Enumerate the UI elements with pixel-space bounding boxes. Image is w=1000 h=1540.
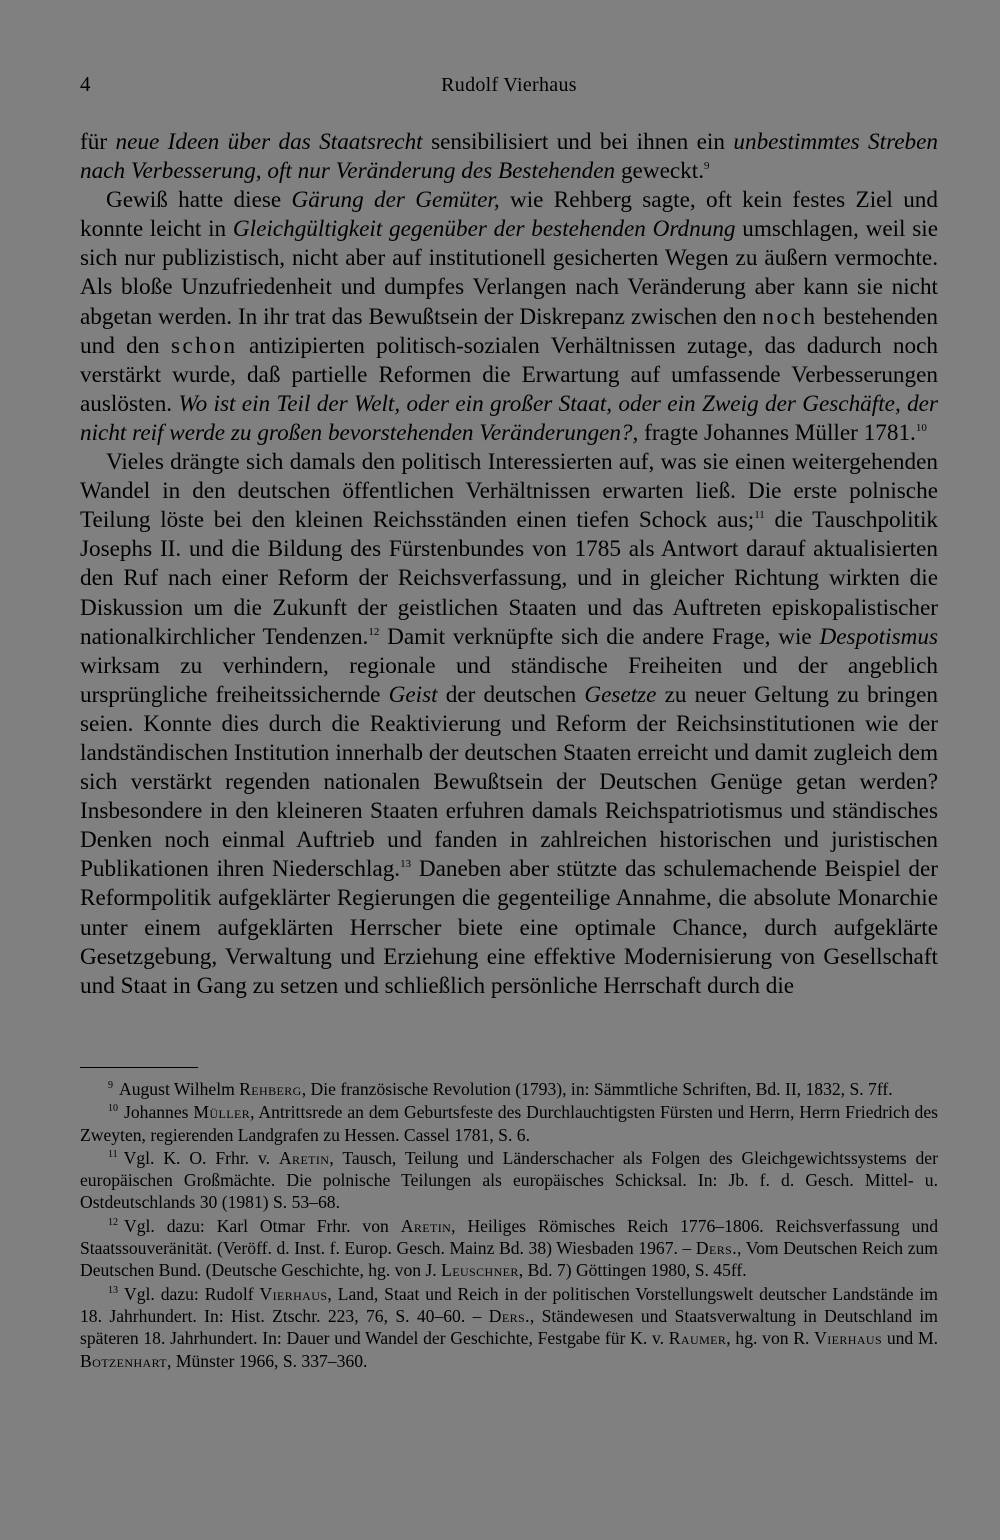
text-run: Johannes (124, 1102, 194, 1123)
author-name: Müller (193, 1102, 251, 1123)
text-run: wie Rehberg sagte, oft kein festes Ziel und konnte leicht in (80, 187, 938, 243)
footnote (80, 1078, 938, 1100)
text-run: Damit verknüpfte sich die andere Frage, wie (379, 623, 820, 650)
text-run: , Antrittsrede an dem Geburtsfeste des Durchlauchtigsten Fürsten und Herrn, Herrn Friedrich des Zweyten, regierenden Landgrafen zu Hessen. Cassel 1781, S. 6. (80, 1102, 938, 1145)
text-run: , Tausch, Teilung und Länderschacher als Folgen des Gleichgewichtssystems der europäischen Großmächte. Die polnische Teilungen als europäisches Schicksal. In: Jb. f. d. Gesch. Mittel- u. Ostdeutschlands 30 (1981) S. 53–68. (80, 1147, 938, 1213)
author-name: Ders. (695, 1238, 738, 1259)
text-run: , Münster 1966, S. 337–360. (167, 1350, 368, 1371)
text-run: der deutschen (437, 681, 585, 708)
paragraph (80, 128, 938, 186)
text-run: wirksam zu verhindern, regionale und ständische Freiheiten und der angeblich ursprüngliche freiheitssichernde (80, 652, 938, 708)
footnote-marker: 11 (754, 509, 765, 522)
page-header (80, 72, 938, 102)
italic-run: Gesetze (584, 681, 657, 708)
italic-run: Wo ist ein Teil der Welt, oder ein großer Staat, oder ein Zweig der Geschäfte, der nicht reif werde zu großen bevorstehenden Veränderungen?, (80, 390, 938, 446)
footnote-marker: 9 (108, 1080, 113, 1091)
footnote-marker: 10 (108, 1103, 118, 1115)
text-run: , hg. von R. (726, 1328, 815, 1349)
footnote (80, 1283, 938, 1372)
italic-run: neue Ideen über das Staatsrecht (115, 129, 423, 155)
text-run: , Die französische Revolution (1793), in: Sämmtliche Schriften, Bd. II, 1832, S. 7ff. (301, 1079, 893, 1099)
text-run: fragte Johannes Müller 1781. (638, 419, 916, 446)
paragraph (80, 186, 938, 448)
text-run: Vieles drängte sich damals den politisch Interessierten auf, was sie einen weitergehenden Wandel in den deutschen öffentlichen Verhältnissen erwarten ließ. Die erste polnische Teilung löste bei den kleinen Reichsständen einen tiefen Schock aus; (80, 449, 938, 534)
spaced-run: schon (170, 332, 238, 359)
text-run: , Bd. 7) Göttingen 1980, S. 45ff. (518, 1260, 747, 1281)
text-run: geweckt. (615, 158, 705, 185)
text-run: und M. (882, 1328, 938, 1349)
footnote (80, 1147, 938, 1214)
text-run: Vgl. K. O. Frhr. v. (123, 1147, 279, 1168)
text-run: umschlagen, weil sie sich nur publizistisch, nicht aber auf institutionell gesicherten Wegen zu äußern vermochte. Als bloße Unzufriedenheit und dumpfes Verlangen nach Veränderung aber kann sie nicht abgetan werden. In ihr trat das Bewußtsein der Diskrepanz zwischen den (80, 216, 938, 330)
italic-run: Geist (388, 681, 438, 708)
author-name: Aretin (278, 1147, 330, 1168)
footnote-marker: 10 (915, 421, 927, 434)
text-run: , Vom Deutschen Reich zum Deutschen Bund. (Deutsche Geschichte, hg. von J. (80, 1238, 938, 1281)
author-name: Rehberg (239, 1079, 302, 1099)
text-run: zu neuer Geltung zu bringen seien. Konnte dies durch die Reaktivierung und Reform der Reichsinstitutionen wie der landständischen Institution innerhalb der deutschen Staaten erreicht und damit zugleich dem sich verstärkt regenden nationalen Bewußtsein der Deutschen Genüge getan werden? Insbesondere in den kleineren Staaten erfuhren damals Reichspatriotismus und ständisches Denken noch einmal Auftrieb und fanden in zahlreichen historischen und juristischen Publikationen ihren Niederschlag. (80, 681, 939, 883)
italic-run: Despotismus (819, 623, 938, 650)
text-run: sensibilisiert und bei ihnen ein (422, 129, 734, 155)
text-run: bestehenden und den (80, 303, 938, 359)
main-text (80, 128, 938, 1001)
footnotes (80, 1078, 938, 1373)
italic-run: unbestimmtes Streben nach Verbesserung, oft nur Veränderung des Bestehenden (80, 129, 939, 185)
author-name: Botzenhart (80, 1350, 168, 1371)
footnote-marker: 11 (108, 1148, 118, 1160)
author-name: Vierhaus (814, 1328, 883, 1349)
author-name: Vierhaus (259, 1283, 328, 1304)
footnote (80, 1101, 938, 1146)
text-run: , Ständewesen und Staatsverwaltung in Deutschland im späteren 18. Jahrhundert. In: Dauer und Wandel der Geschichte, Festgabe für K. v. (80, 1305, 938, 1349)
author-name: Leuschner (441, 1260, 519, 1281)
footnote (80, 1215, 938, 1282)
footnote-marker: 13 (400, 858, 412, 871)
text-run: die Tauschpolitik Josephs II. und die Bildung des Fürstenbundes von 1785 als Antwort darauf aktualisierten den Ruf nach einer Reform der Reichsverfassung, und in gleicher Richtung wirkten die Diskussion um die Zukunft der geistlichen Staaten und das Auftreten episkopalistischer nationalkirchlicher Tendenzen. (80, 507, 938, 650)
text-run: Vgl. dazu: Karl Otmar Frhr. von (124, 1215, 401, 1236)
text-run: , Heiliges Römisches Reich 1776–1806. Reichsverfassung und Staatssouveränität. (Veröff. d. Inst. f. Europ. Gesch. Mainz Bd. 38) Wiesbaden 1967. – (80, 1215, 938, 1259)
text-run: Vgl. dazu: Rudolf (124, 1283, 260, 1304)
text-run: für (80, 129, 116, 155)
italic-run: Gärung der Gemüter, (291, 187, 500, 214)
author-name: Aretin (400, 1215, 452, 1236)
author-name: Ders. (488, 1305, 530, 1326)
page-number: 4 (80, 72, 91, 96)
text-run: Gewiß hatte diese (106, 187, 292, 214)
italic-run: Gleichgültigkeit gegenüber der bestehenden Ordnung (232, 216, 736, 243)
paragraph (80, 448, 938, 1001)
text-run: , Land, Staat und Reich in der politischen Vorstellungswelt deutscher Landstände im 18. Jahrhundert. In: Hist. Ztschr. 223, 76, S. 40–60. – (80, 1283, 938, 1326)
text-run: Daneben aber stützte das schulemachende Beispiel der Reformpolitik aufgeklärter Regierungen die gegenteilige Annahme, die absolute Monarchie unter einem aufgeklärten Herrscher biete eine optimale Chance, durch aufgeklärte Gesetzgebung, Verwaltung und Erziehung eine effektive Modernisierung von Gesellschaft und Staat in Gang zu setzen und schließlich persönliche Herrschaft durch die (80, 856, 939, 999)
footnote-marker: 9 (704, 160, 710, 173)
spaced-run: noch (762, 303, 818, 330)
footnote-marker: 12 (108, 1216, 118, 1228)
footnote-marker: 12 (368, 625, 380, 638)
author-name: Raumer (668, 1328, 727, 1349)
text-run: August Wilhelm (119, 1079, 240, 1099)
running-head: Rudolf Vierhaus (441, 74, 577, 96)
footnote-marker: 13 (108, 1284, 118, 1296)
footnote-separator (80, 1067, 198, 1068)
text-run: antizipierten politisch-sozialen Verhältnissen zutage, das dadurch noch verstärkt wurde, daß partielle Reformen die Erwartung auf umfassende Verbesserungen auslösten. (80, 332, 938, 417)
